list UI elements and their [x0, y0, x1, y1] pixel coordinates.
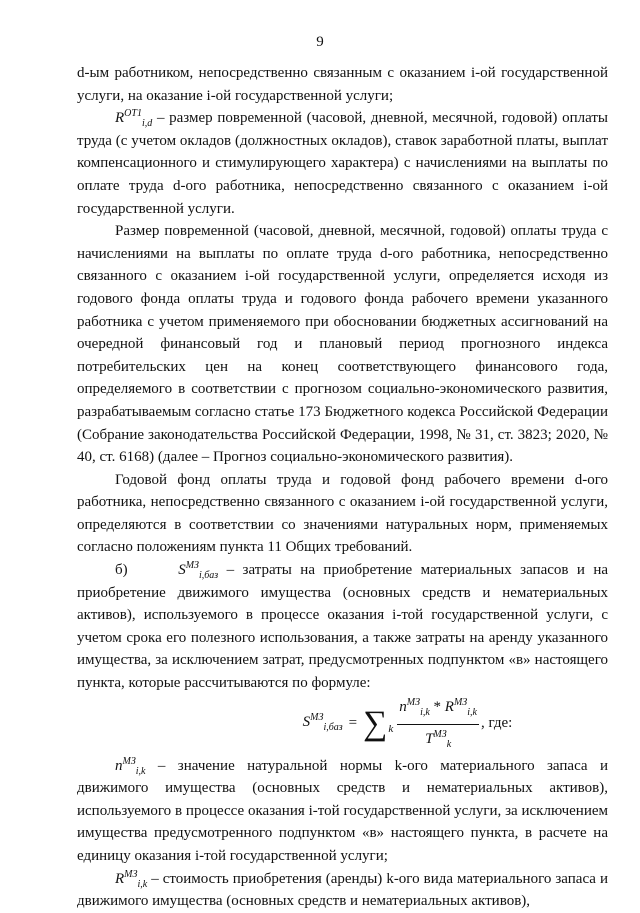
paragraph-r-mz-definition: $R^{МЗ}_{i,k}$ – стоимость приобретения (аренды) k-ого вида материального запаса и движимого имущества (основных средств и нематериальных активов), [77, 868, 609, 910]
paragraph-n-mz-definition: $n^{МЗ}_{i,k}$ – значение натуральной нормы k-ого материального запаса и движимого имущества (основных средств и нематериальных активов), используемого в процессе оказания i-той государственной услуги, за исключением имущества предусмотренного подпунктом «в» настоящего пункта, в расчете на единицу оказания i-той государственной услуги; [77, 755, 609, 864]
formula-fraction [397, 693, 479, 755]
formula-denominator: $T^{МЗ}_k$ [425, 728, 452, 750]
symbol-n-mz: $n^{МЗ}_{i,k}$ [115, 755, 146, 777]
paragraph-continuation: d-ым работником, непосредственно связанным с оказанием i-ой государственной услуги, на оказание i-ой государственной услуги; [77, 65, 608, 104]
symbol-s-mz: $S^{МЗ}_{i,баз}$ [178, 560, 219, 582]
page-number: 9 [316, 34, 324, 50]
paragraph-annual-fund: Годовой фонд оплаты труда и годовой фонд рабочего времени d-ого работника, непосредственно связанного с оказанием i-ой государственной услуги, определяются в соответствии со значениями натуральных норм, применяемых согласно положениям пункта 11 Общих требований. [77, 471, 608, 556]
paragraph-hourly-pay: Размер повременной (часовой, дневной, месячной, годовой) оплаты труда с начислениями на выплаты по оплате труда d-ого работника, непосредственно связанного с оказанием i-ой государственной услуги, определяется исходя из годового фонда оплаты труда и годового фонда рабочего времени указанного работника с учетом применяемого при обосновании бюджетных ассигнований на очередной финансовый год и плановый период прогнозного индекса потребительских цен на конец соответствующего финансового года, определяемого в соответствии с прогнозом социально-экономического развития, разрабатываемым согласно статье 173 Бюджетного кодекса Российской Федерации (Собрание законодательства Российской Федерации, 1998, № 31, ст. 3823; 2020, № 40, ст. 6168) (далее – Прогноз социально-экономического развития). [77, 223, 608, 466]
symbol-r-mz: $R^{МЗ}_{i,k}$ [115, 868, 148, 890]
formula-lhs: $S^{МЗ}_{i,баз}$ [302, 712, 343, 734]
formula [207, 697, 608, 751]
formula-equals: = [348, 715, 358, 732]
symbol-r-ot1: $R^{ОТ1}_{i,d}$ [115, 108, 153, 130]
item-marker: б) [115, 562, 128, 579]
paragraph-r-ot1-definition: $R^{ОТ1}_{i,d}$ – размер повременной (часовой, дневной, месячной, годовой) оплаты труда (с учетом окладов (должностных окладов), ставок заработной платы, выплат компенсационного и стимулирующего характера) с начислениями на выплаты по оплате труда d-ого работника, непосредственно связанного с оказанием i-ой государственной услуги. [77, 108, 608, 217]
formula-sum: ∑ k [363, 704, 394, 742]
paragraph-item-b: б) $S^{МЗ}_{i,баз}$ – затраты на приобретение материальных запасов и на приобретение движимого имущества (основных средств и нематериальных активов), используемого в процессе оказания i-той государственной услуги, с учетом срока его полезного использования, а также затраты на аренду указанного имущества, за исключением затрат, предусмотренных подпунктом «в» настоящего пункта, которые рассчитываются по формуле: [77, 560, 609, 692]
document-body [77, 62, 608, 913]
formula-numerator: $n^{МЗ}_{i,k} * R^{МЗ}_{i,k}$ [397, 693, 479, 725]
formula-where: , где: [480, 715, 513, 732]
